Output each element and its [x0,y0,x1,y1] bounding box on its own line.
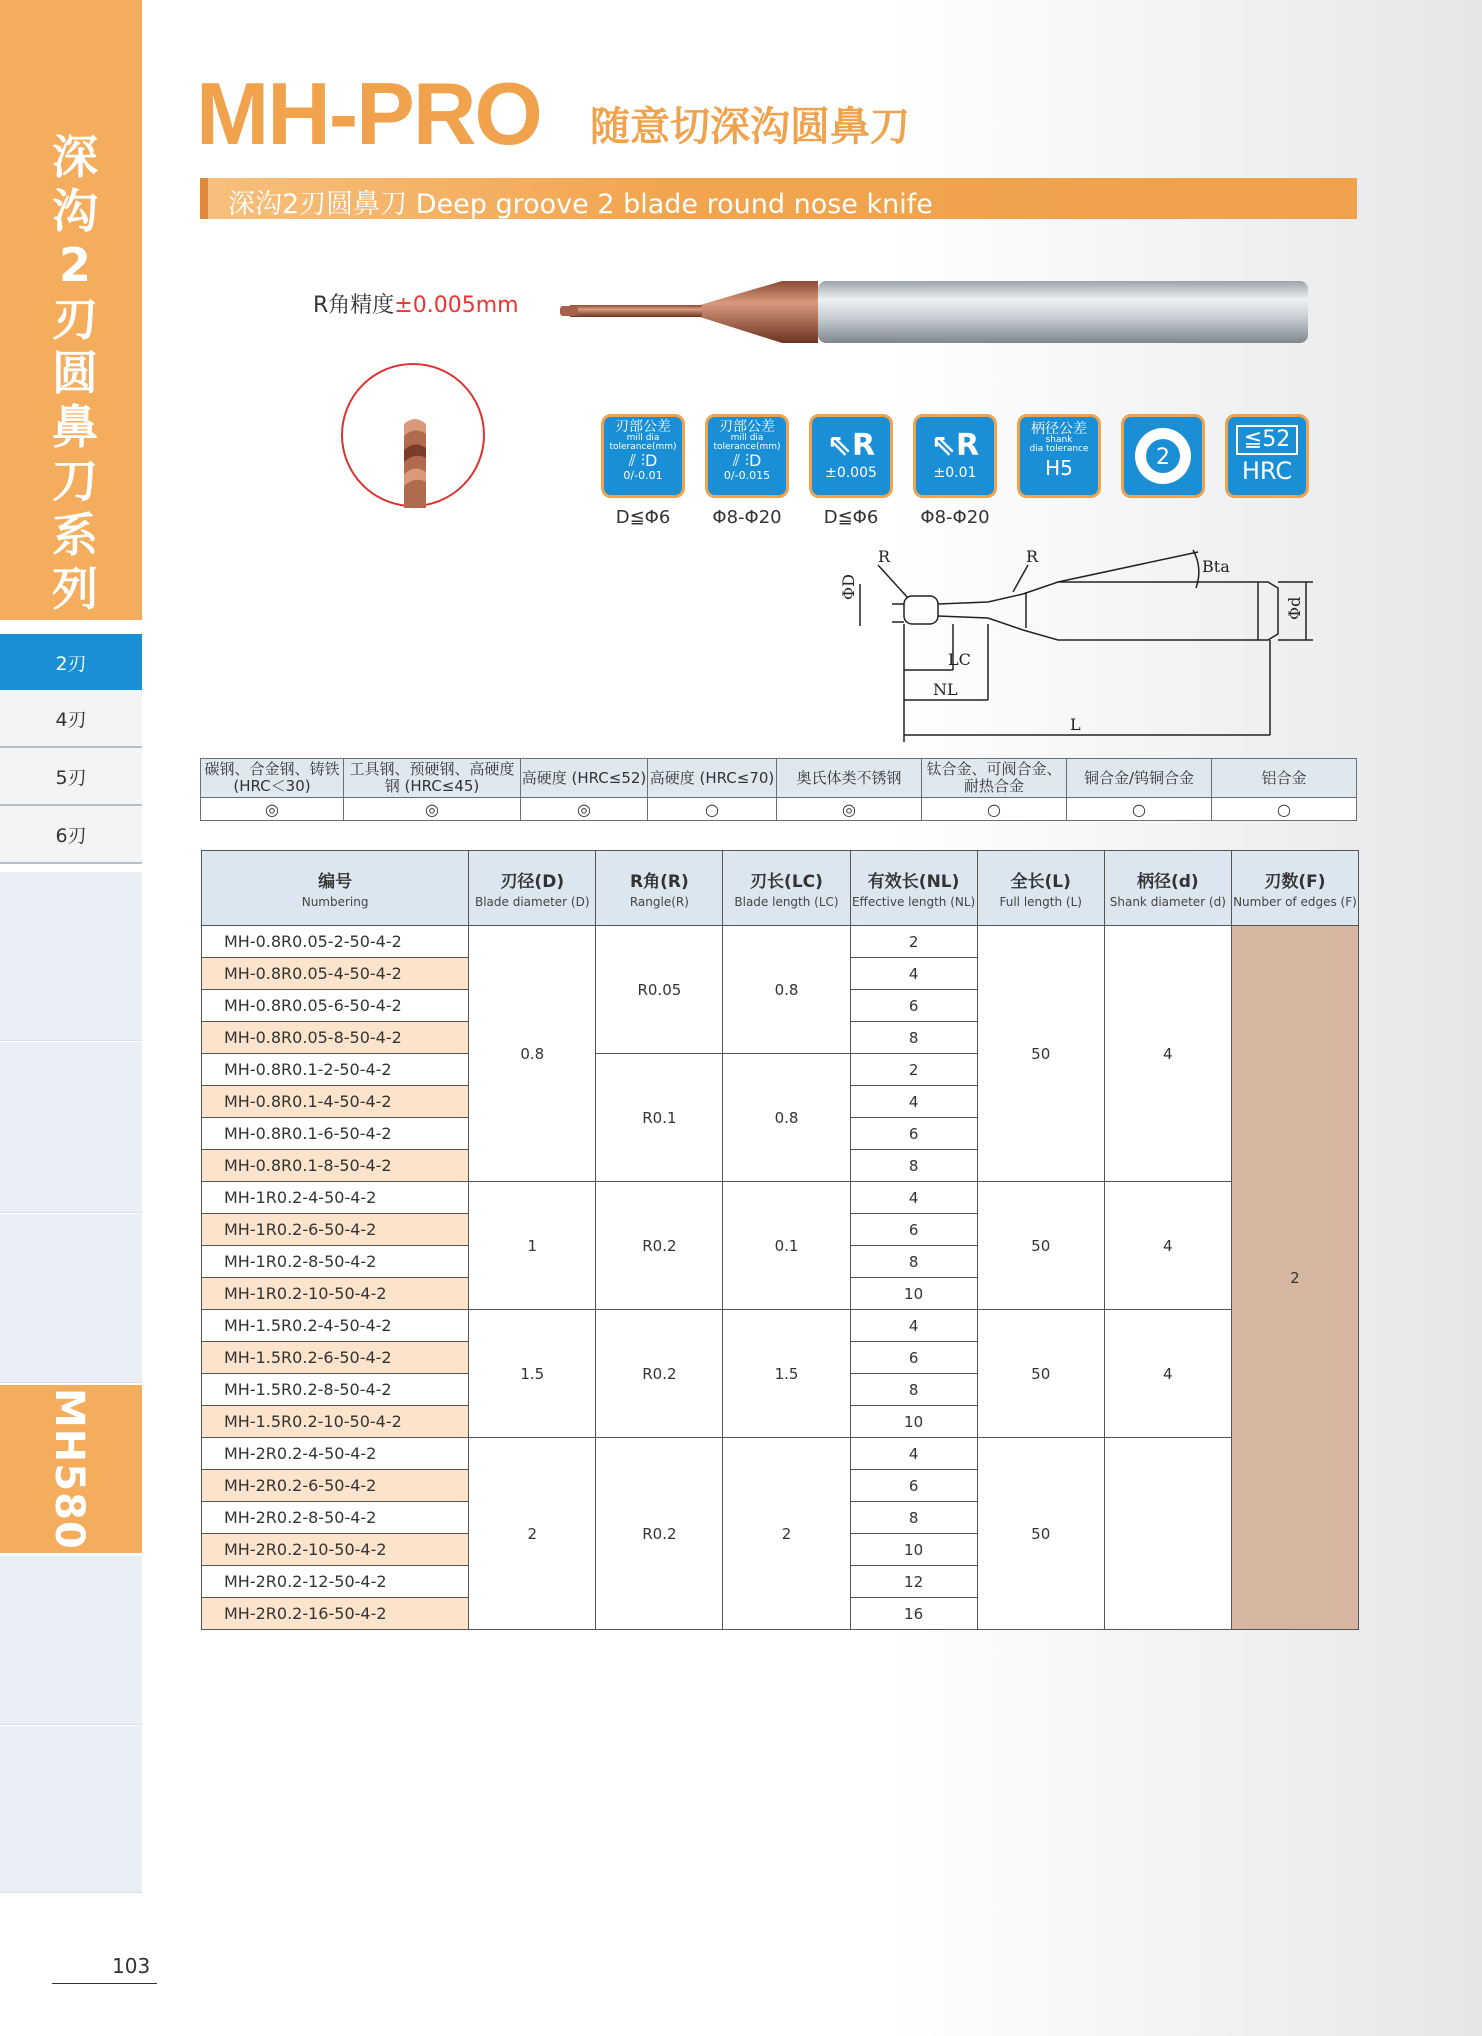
tool-image [560,275,1316,347]
tab-6-flute[interactable] [0,806,142,864]
full-length: 50 [977,1182,1104,1310]
effective-length: 8 [850,1502,977,1534]
tip-detail-image [340,362,486,508]
r-precision [313,288,519,319]
sidebar-title-char: 2 [58,238,91,292]
header-cn: 柄径(d) [1136,872,1199,892]
flute-count: 2 [1156,445,1170,470]
page-number-rule [52,1983,157,1984]
header-cn: 刃长(LC) [750,872,823,892]
r-angle: R0.2 [596,1310,723,1438]
icon-text: tolerance(mm) [609,442,677,452]
r-angle: R0.2 [596,1438,723,1630]
blade-diameter: 2 [469,1438,596,1630]
shank-diameter: 4 [1104,926,1231,1182]
tab-label: 6刃 [55,824,87,847]
column-header [977,851,1104,926]
column-header [1231,851,1358,926]
r-angle: R0.05 [596,926,723,1054]
sidebar-spacer [0,872,142,1041]
part-number: MH-1R0.2-8-50-4-2 [202,1246,469,1278]
banner-title: 深沟2刃圆鼻刀 Deep groove 2 blade round nose knife [228,189,933,220]
effective-length: 16 [850,1598,977,1630]
effective-length: 10 [850,1406,977,1438]
material-header: 高硬度 (HRC≤52) [521,759,648,798]
label-nl: NL [933,680,958,699]
blade-length: 0.8 [723,1054,850,1182]
detail-shank [404,424,426,508]
tab-label: 4刃 [55,708,87,731]
effective-length: 4 [850,958,977,990]
part-number: MH-2R0.2-4-50-4-2 [202,1438,469,1470]
effective-length: 6 [850,990,977,1022]
icon-caption: D≦Φ6 [823,507,879,528]
effective-length: 10 [850,1534,977,1566]
header-en: Effective length (NL) [851,895,976,909]
column-header [1104,851,1231,926]
flute-glyph: ⫽ ⫶D [732,451,762,470]
part-number: MH-1R0.2-6-50-4-2 [202,1214,469,1246]
column-header [596,851,723,926]
r-precision-value: ±0.005mm [394,293,519,318]
material-header: 铜合金/钨铜合金 [1067,759,1212,798]
page-subtitle: 随意切深沟圆鼻刀 [590,104,910,150]
suitability-mark: ○ [922,798,1067,821]
header-cn: 全长(L) [1010,872,1071,892]
sidebar-title-char: 深 [52,130,98,184]
label-shank-dia: Φd [1285,596,1304,620]
icon-text: 刃部公差 [719,419,775,435]
icon-value: ±0.01 [933,465,977,481]
material-header: 奥氏体类不锈钢 [777,759,922,798]
mill-dia-tolerance-icon [705,414,789,498]
part-number: MH-1R0.2-10-50-4-2 [202,1278,469,1310]
part-number: MH-1.5R0.2-8-50-4-2 [202,1374,469,1406]
icon-value: HRC [1241,457,1293,485]
header-cn: R角(R) [630,872,689,892]
blade-length: 1.5 [723,1310,850,1438]
blade-diameter: 1 [469,1182,596,1310]
column-header [469,851,596,926]
header-cn: 刃径(D) [500,872,565,892]
part-number: MH-0.8R0.05-4-50-4-2 [202,958,469,990]
mill-dia-tolerance-icon [601,414,685,498]
part-number: MH-2R0.2-16-50-4-2 [202,1598,469,1630]
part-number: MH-2R0.2-10-50-4-2 [202,1534,469,1566]
header-en: Numbering [301,895,369,909]
material-header: 铝合金 [1212,759,1357,798]
blade-length: 0.1 [723,1182,850,1310]
part-number: MH-0.8R0.1-4-50-4-2 [202,1086,469,1118]
tool-outline [938,582,1278,640]
part-number: MH-0.8R0.05-8-50-4-2 [202,1022,469,1054]
icon-value: 0/-0.01 [623,469,663,482]
tool-blade [570,305,702,317]
effective-length: 2 [850,926,977,958]
sidebar-title-char: 沟 [52,184,98,238]
effective-length: 6 [850,1470,977,1502]
shank-diameter: 4 [1104,1310,1231,1438]
tool-neck [700,281,818,343]
part-number: MH-2R0.2-12-50-4-2 [202,1566,469,1598]
r-angle-icon [809,414,893,498]
r-leader [878,565,908,598]
sidebar-spacer [0,1042,142,1213]
flute-glyph: ⫽ ⫶D [628,451,658,470]
effective-length: 4 [850,1086,977,1118]
blade-diameter: 1.5 [469,1310,596,1438]
sidebar-title-char: 鼻 [52,400,98,454]
tab-label: 2刃 [55,652,87,675]
r-glyph: ⇖R [826,428,876,463]
material-header: 钛合金、可阀合金、耐热合金 [922,759,1067,798]
column-header [723,851,850,926]
page-number: 103 [112,1954,151,1978]
effective-length: 10 [850,1278,977,1310]
blade-length: 2 [723,1438,850,1630]
tab-4-flute[interactable] [0,690,142,748]
header-en: Shank diameter (d) [1109,895,1226,909]
effective-length: 4 [850,1310,977,1342]
icon-text: 刃部公差 [615,419,671,435]
tool-tip [560,306,578,316]
header-en: Blade length (LC) [734,895,839,909]
shank-diameter: 4 [1104,1182,1231,1310]
brand-title: MH-PRO [196,64,541,163]
column-header [850,851,977,926]
effective-length: 8 [850,1022,977,1054]
label-lc: LC [948,650,971,669]
material-header: 碳钢、合金钢、铸铁 (HRC＜30) [201,759,344,798]
sidebar-title-char: 圆 [52,346,98,400]
sidebar-title-char: 刀 [52,454,98,508]
two-flute-icon [1121,414,1205,498]
sidebar-spacer [0,1726,142,1893]
shank-tolerance-icon [1017,414,1101,498]
part-number: MH-0.8R0.05-6-50-4-2 [202,990,469,1022]
header-cn: 编号 [318,872,353,892]
sidebar-title [40,130,110,616]
icon-text: R [852,428,876,463]
suitability-mark: ◎ [777,798,922,821]
taper-line [1058,552,1198,582]
label-r-neck: R [1026,547,1039,566]
r-angle-icon [913,414,997,498]
part-number: MH-0.8R0.1-6-50-4-2 [202,1118,469,1150]
header-cn: 刃数(F) [1264,872,1326,892]
part-number: MH-2R0.2-6-50-4-2 [202,1470,469,1502]
r-leader [1013,565,1028,592]
material-header: 工具钢、预硬钢、高硬度钢 (HRC≤45) [344,759,521,798]
edge-count: 2 [1231,926,1358,1630]
header-en: Full length (L) [999,895,1082,909]
banner-accent [200,178,208,219]
part-number: MH-1.5R0.2-4-50-4-2 [202,1310,469,1342]
effective-length: 6 [850,1118,977,1150]
icon-text: shank [1045,435,1073,445]
shank-diameter [1104,1438,1231,1630]
tab-5-flute[interactable] [0,748,142,806]
icon-value: ±0.005 [825,465,877,481]
two-flute-glyph [1124,417,1202,495]
header-en: Rangle(R) [629,895,689,909]
suitability-mark: ◎ [344,798,521,821]
sidebar-spacer [0,1214,142,1383]
icon-text: mill dia [730,433,764,443]
icon-caption: Φ8-Φ20 [920,507,990,528]
suitability-mark: ○ [1212,798,1357,821]
effective-length: 6 [850,1214,977,1246]
header-en: Number of edges (F) [1233,895,1357,909]
suitability-mark: ◎ [201,798,344,821]
full-length: 50 [977,926,1104,1182]
r-glyph: ⇖R [930,428,980,463]
part-number: MH-0.8R0.05-2-50-4-2 [202,926,469,958]
effective-length: 8 [850,1246,977,1278]
label-l: L [1070,715,1081,734]
part-number: MH-1.5R0.2-6-50-4-2 [202,1342,469,1374]
series-label: MH580 [46,1388,92,1550]
header-cn: 有效长(NL) [867,872,960,892]
effective-length: 2 [850,1054,977,1086]
hardness-icon [1225,414,1309,498]
material-table [200,758,1357,821]
effective-length: 8 [850,1150,977,1182]
effective-length: 4 [850,1182,977,1214]
header-en: Blade diameter (D) [474,895,590,909]
icon-caption: Φ8-Φ20 [712,507,782,528]
r-angle: R0.1 [596,1054,723,1182]
suitability-mark: ○ [648,798,777,821]
icon-text: tolerance(mm) [713,442,781,452]
label-bta: Bta [1202,557,1230,576]
blade-diameter: 0.8 [469,926,596,1182]
tip-outline [904,596,938,624]
part-number: MH-0.8R0.1-8-50-4-2 [202,1150,469,1182]
r-angle: R0.2 [596,1182,723,1310]
icon-text: 柄径公差 [1031,421,1087,437]
full-length: 50 [977,1310,1104,1438]
icon-value: H5 [1045,456,1073,480]
effective-length: 6 [850,1342,977,1374]
effective-length: 8 [850,1374,977,1406]
part-number: MH-0.8R0.1-2-50-4-2 [202,1054,469,1086]
r-precision-label: R角精度 [313,293,395,318]
sidebar-title-char: 列 [52,562,98,616]
icon-value: 0/-0.015 [723,469,771,482]
icon-text: mill dia [626,433,660,443]
tab-2-flute[interactable] [0,634,142,690]
part-number: MH-2R0.2-8-50-4-2 [202,1502,469,1534]
sidebar-title-char: 刃 [52,292,98,346]
dimension-diagram [838,530,1318,750]
icon-caption: D≦Φ6 [615,507,671,528]
material-header: 高硬度 (HRC≤70) [648,759,777,798]
sidebar-title-char: 系 [52,508,98,562]
icon-text: R [956,428,980,463]
tool-shank [818,281,1308,343]
effective-length: 12 [850,1566,977,1598]
icon-text: ≦52 [1236,425,1298,455]
icon-text: dia tolerance [1029,444,1089,454]
column-header [202,851,469,926]
label-blade-dia: ΦD [839,574,858,600]
suitability-mark: ○ [1067,798,1212,821]
tab-label: 5刃 [55,766,87,789]
effective-length: 4 [850,1438,977,1470]
part-number: MH-1.5R0.2-10-50-4-2 [202,1406,469,1438]
part-number: MH-1R0.2-4-50-4-2 [202,1182,469,1214]
label-r-tip: R [878,547,891,566]
spec-table [201,850,1359,1630]
suitability-mark: ◎ [521,798,648,821]
full-length: 50 [977,1438,1104,1630]
blade-length: 0.8 [723,926,850,1054]
sidebar-spacer [0,1556,142,1725]
